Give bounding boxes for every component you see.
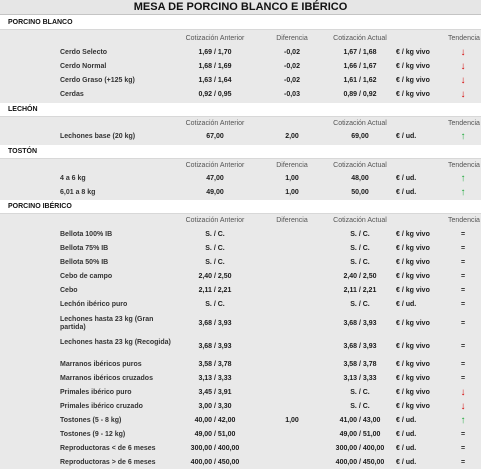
table-row: [0, 284, 481, 298]
equal-icon: =: [460, 273, 466, 280]
equal-icon: =: [460, 343, 466, 350]
col-diff-header: Diferencia: [276, 162, 308, 169]
arrow-up-icon: ↑: [460, 187, 466, 198]
product-name: 6,01 a 8 kg: [60, 189, 96, 196]
price-unit: € / ud.: [396, 417, 417, 424]
product-name: 4 a 6 kg: [60, 175, 86, 182]
table-row: [0, 372, 481, 386]
equal-icon: =: [460, 431, 466, 438]
current-price: S. / C.: [350, 403, 370, 410]
equal-icon: =: [460, 320, 466, 327]
product-name: Lechones hasta 23 kg (Gran partida): [60, 316, 154, 331]
table-row: [0, 172, 481, 186]
current-price: 3,68 / 3,93: [343, 343, 377, 350]
price-difference: -0,02: [284, 77, 300, 84]
price-unit: € / kg vivo: [396, 403, 430, 410]
col-curr-header: Cotización Actual: [333, 217, 387, 224]
current-price: 1,61 / 1,62: [343, 77, 377, 84]
product-name: Lechones hasta 23 kg (Recogida): [60, 339, 171, 346]
table-row: [0, 228, 481, 242]
current-price: 48,00: [351, 175, 369, 182]
price-unit: € / ud.: [396, 189, 417, 196]
previous-price: 3,00 / 3,30: [198, 403, 232, 410]
table-row: [0, 256, 481, 270]
table-row: [0, 298, 481, 312]
equal-icon: =: [460, 361, 466, 368]
product-name: Reproductoras < de 6 meses: [60, 445, 156, 452]
table-row: [0, 335, 481, 358]
previous-price: S. / C.: [205, 259, 225, 266]
section-porcino-iberico: PORCINO IBÉRICO: [0, 200, 481, 214]
col-prev-header: Cotización Anterior: [185, 120, 245, 127]
previous-price: 2,11 / 2,21: [198, 287, 232, 294]
arrow-down-icon: ↓: [460, 89, 466, 100]
col-curr-header: Cotización Actual: [333, 120, 387, 127]
arrow-down-icon: ↓: [460, 47, 466, 58]
section-toston: TOSTÓN: [0, 145, 481, 159]
current-price: 400,00 / 450,00: [335, 459, 385, 466]
price-unit: € / kg vivo: [396, 320, 430, 327]
arrow-up-icon: ↑: [460, 131, 466, 142]
current-price: 2,40 / 2,50: [343, 273, 377, 280]
arrow-down-icon: ↓: [460, 75, 466, 86]
price-unit: € / ud.: [396, 133, 417, 140]
current-price: S. / C.: [350, 389, 370, 396]
price-difference: 2,00: [285, 133, 299, 140]
product-name: Tostones (9 - 12 kg): [60, 431, 126, 438]
price-unit: € / kg vivo: [396, 273, 430, 280]
price-difference: 1,00: [285, 189, 299, 196]
table-row: [0, 60, 481, 74]
price-unit: € / kg vivo: [396, 91, 430, 98]
price-unit: € / kg vivo: [396, 287, 430, 294]
price-difference: -0,03: [284, 91, 300, 98]
previous-price: 2,40 / 2,50: [198, 273, 232, 280]
col-diff-header: Diferencia: [276, 35, 308, 42]
product-name: Bellota 50% IB: [60, 259, 109, 266]
col-trend-header: Tendencia: [448, 162, 480, 169]
col-diff-header: Diferencia: [276, 217, 308, 224]
product-name: Bellota 75% IB: [60, 245, 109, 252]
current-price: S. / C.: [350, 231, 370, 238]
table-row: [0, 270, 481, 284]
price-unit: € / kg vivo: [396, 63, 430, 70]
section-lechon: LECHÓN: [0, 103, 481, 117]
price-difference: 1,00: [285, 417, 299, 424]
price-unit: € / kg vivo: [396, 343, 430, 350]
price-unit: € / kg vivo: [396, 245, 430, 252]
current-price: 0,89 / 0,92: [343, 91, 377, 98]
table-row: [0, 130, 481, 144]
price-unit: € / kg vivo: [396, 389, 430, 396]
current-price: 3,68 / 3,93: [343, 320, 377, 327]
price-unit: € / kg vivo: [396, 231, 430, 238]
previous-price: 3,45 / 3,91: [198, 389, 232, 396]
product-name: Reproductoras > de 6 meses: [60, 459, 156, 466]
product-name: Cebo de campo: [60, 273, 113, 280]
table-row: [0, 46, 481, 60]
table-row: [0, 186, 481, 200]
arrow-up-icon: ↑: [460, 173, 466, 184]
current-price: 41,00 / 43,00: [339, 417, 381, 424]
arrow-down-icon: ↓: [460, 387, 466, 398]
col-trend-header: Tendencia: [448, 35, 480, 42]
price-difference: -0,02: [284, 63, 300, 70]
table-row: [0, 242, 481, 256]
previous-price: 47,00: [206, 175, 224, 182]
product-name: Tostones (5 - 8 kg): [60, 417, 122, 424]
previous-price: S. / C.: [205, 231, 225, 238]
previous-price: 49,00: [206, 189, 224, 196]
col-trend-header: Tendencia: [448, 217, 480, 224]
col-curr-header: Cotización Actual: [333, 35, 387, 42]
previous-price: 0,92 / 0,95: [198, 91, 232, 98]
current-price: S. / C.: [350, 301, 370, 308]
equal-icon: =: [460, 259, 466, 266]
previous-price: 67,00: [206, 133, 224, 140]
product-name: Cebo: [60, 287, 78, 294]
product-name: Primales ibérico puro: [60, 389, 132, 396]
arrow-up-icon: ↑: [460, 415, 466, 426]
product-name: Lechón ibérico puro: [60, 301, 128, 308]
current-price: 1,66 / 1,67: [343, 63, 377, 70]
price-unit: € / kg vivo: [396, 361, 430, 368]
current-price: 69,00: [351, 133, 369, 140]
previous-price: 3,58 / 3,78: [198, 361, 232, 368]
equal-icon: =: [460, 245, 466, 252]
equal-icon: =: [460, 301, 466, 308]
table-row: [0, 414, 481, 428]
equal-icon: =: [460, 375, 466, 382]
current-price: 50,00: [351, 189, 369, 196]
current-price: 3,13 / 3,33: [343, 375, 377, 382]
product-name: Marranos ibéricos puros: [60, 361, 142, 368]
table-row: [0, 74, 481, 88]
product-name: Cerdas: [60, 91, 84, 98]
previous-price: 1,63 / 1,64: [198, 77, 232, 84]
product-name: Bellota 100% IB: [60, 231, 113, 238]
column-header-row: [0, 117, 481, 131]
previous-price: 1,68 / 1,69: [198, 63, 232, 70]
table-row: [0, 312, 481, 335]
table-row: [0, 428, 481, 442]
current-price: 300,00 / 400,00: [335, 445, 385, 452]
arrow-down-icon: ↓: [460, 61, 466, 72]
column-header-row: [0, 159, 481, 173]
equal-icon: =: [460, 459, 466, 466]
table-row: [0, 386, 481, 400]
previous-price: 3,68 / 3,93: [198, 320, 232, 327]
current-price: 49,00 / 51,00: [339, 431, 381, 438]
col-prev-header: Cotización Anterior: [185, 162, 245, 169]
col-prev-header: Cotización Anterior: [185, 35, 245, 42]
price-unit: € / ud.: [396, 301, 417, 308]
price-unit: € / kg vivo: [396, 375, 430, 382]
previous-price: 300,00 / 400,00: [190, 445, 240, 452]
product-name: Primales ibérico cruzado: [60, 403, 143, 410]
table-row: [0, 88, 481, 102]
price-unit: € / kg vivo: [396, 77, 430, 84]
current-price: 1,67 / 1,68: [343, 49, 377, 56]
equal-icon: =: [460, 231, 466, 238]
equal-icon: =: [460, 445, 466, 452]
price-unit: € / kg vivo: [396, 49, 430, 56]
table-row: [0, 400, 481, 414]
equal-icon: =: [460, 287, 466, 294]
table-row: [0, 456, 481, 470]
current-price: S. / C.: [350, 245, 370, 252]
product-name: Marranos ibéricos cruzados: [60, 375, 153, 382]
col-curr-header: Cotización Actual: [333, 162, 387, 169]
previous-price: 1,69 / 1,70: [198, 49, 232, 56]
previous-price: S. / C.: [205, 301, 225, 308]
price-unit: € / ud.: [396, 459, 417, 466]
column-header-row: [0, 214, 481, 228]
previous-price: 400,00 / 450,00: [190, 459, 240, 466]
previous-price: 49,00 / 51,00: [194, 431, 236, 438]
price-difference: -0,02: [284, 49, 300, 56]
price-unit: € / ud.: [396, 445, 417, 452]
previous-price: S. / C.: [205, 245, 225, 252]
product-name: Cerdo Selecto: [60, 49, 108, 56]
price-unit: € / ud.: [396, 175, 417, 182]
current-price: 2,11 / 2,21: [343, 287, 377, 294]
product-name: Cerdo Normal: [60, 63, 107, 70]
price-difference: 1,00: [285, 175, 299, 182]
table-row: [0, 358, 481, 372]
table-row: [0, 442, 481, 456]
previous-price: 3,13 / 3,33: [198, 375, 232, 382]
col-prev-header: Cotización Anterior: [185, 217, 245, 224]
col-trend-header: Tendencia: [448, 120, 480, 127]
previous-price: 40,00 / 42,00: [194, 417, 236, 424]
previous-price: 3,68 / 3,93: [198, 343, 232, 350]
product-name: Cerdo Graso (+125 kg): [60, 77, 135, 84]
page-title: MESA DE PORCINO BLANCO E IBÉRICO: [0, 0, 481, 15]
current-price: S. / C.: [350, 259, 370, 266]
section-porcino-blanco: PORCINO BLANCO: [0, 16, 481, 30]
current-price: 3,58 / 3,78: [343, 361, 377, 368]
arrow-down-icon: ↓: [460, 401, 466, 412]
column-header-row: [0, 32, 481, 46]
product-name: Lechones base (20 kg): [60, 133, 136, 140]
price-unit: € / ud.: [396, 431, 417, 438]
price-unit: € / kg vivo: [396, 259, 430, 266]
